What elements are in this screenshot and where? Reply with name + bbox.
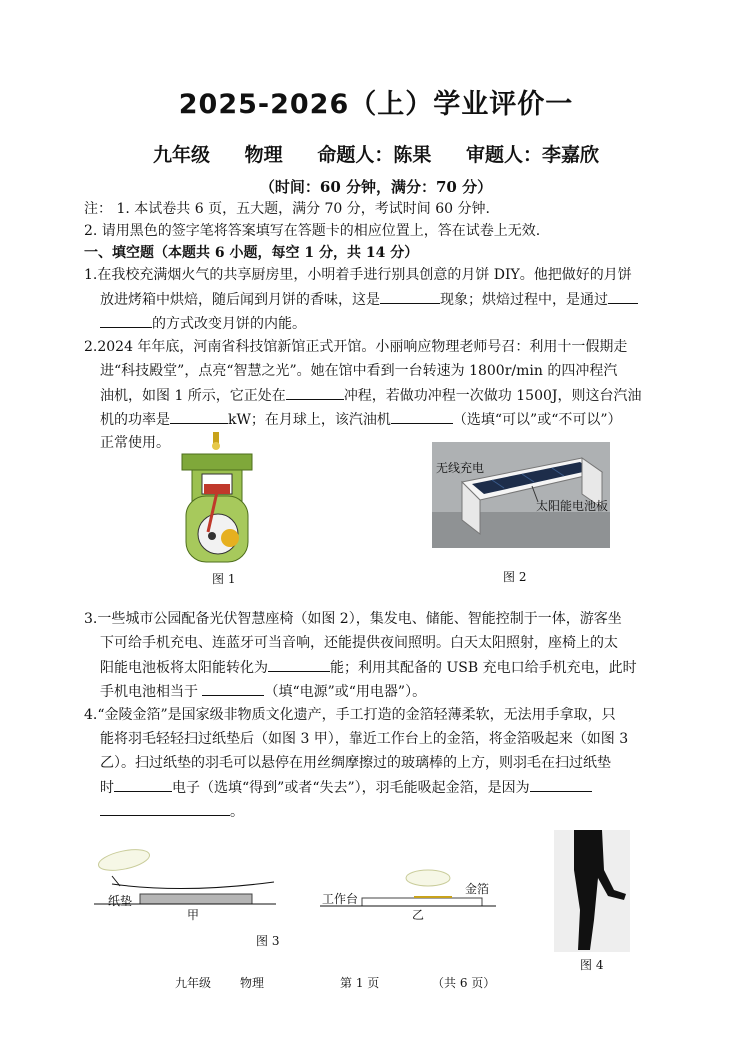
q3-blank-1[interactable]	[268, 656, 330, 672]
q4-blank-1[interactable]	[114, 776, 172, 792]
q1-blank-2a[interactable]	[608, 288, 638, 304]
subject-label: 物理	[244, 144, 283, 166]
section-heading: 一、填空题（本题共 6 小题，每空 1 分，共 14 分）	[84, 245, 419, 261]
q1-blank-2b[interactable]	[100, 312, 152, 328]
engine-figure	[178, 432, 256, 566]
q2-line-1: 2.2024 年年底，河南省科技馆新馆正式开馆。小丽响应物理老师号召：利用十一假期走	[84, 339, 628, 355]
fig4-caption: 图 4	[580, 958, 604, 972]
q4-blank-2a[interactable]	[530, 776, 592, 792]
fig4-figure	[554, 830, 630, 952]
q4-line-4: 时 电子（选填“得到”或者“失去”），羽毛能吸起金箔，是因为	[100, 776, 592, 799]
q3-line-2: 下可给手机充电、连蓝牙可当音响，还能提供夜间照明。白天太阳照射，座椅上的太	[100, 635, 618, 651]
q1-line-1: 1.在我校充满烟火气的共享厨房里，小明着手进行别具创意的月饼 DIY。他把做好的月饼	[84, 267, 632, 283]
q2-line-4: 机的功率是 kW；在月球上，该汽油机 （选填“可以”或“不可以”）	[100, 408, 622, 431]
fig3-caption: 图 3	[256, 934, 280, 948]
time-info: （时间：60 分钟，满分：70 分）	[259, 178, 493, 196]
fig2-wireless-label: 无线充电	[436, 461, 485, 475]
q4-line-1: 4.“金陵金箔”是国家级非物质文化遗产，手工打造的金箔轻薄柔软，无法用手拿取，只	[84, 707, 616, 723]
q3-blank-2[interactable]	[202, 680, 264, 696]
setter-label: 命题人：陈果	[317, 144, 432, 166]
q1-line-3: 的方式改变月饼的内能。	[100, 312, 306, 335]
q2-blank-1[interactable]	[286, 384, 344, 400]
solar-bench-figure	[432, 442, 610, 548]
q4-blank-2b[interactable]	[100, 800, 230, 816]
fig3-bench-label: 工作台	[322, 892, 359, 906]
q2-line-5: 正常使用。	[100, 435, 170, 451]
q3-line-3: 阳能电池板将太阳能转化为 能；利用其配备的 USB 充电口给手机充电，此时	[100, 656, 637, 679]
q2-blank-3[interactable]	[391, 408, 453, 424]
fig3-a-label: 甲	[187, 908, 200, 922]
q3-line-4: 手机电池相当于 （填“电源”或“用电器”）。	[100, 680, 426, 703]
note-2: 2. 请用黑色的签字笔将答案填写在答题卡的相应位置上，答在试卷上无效.	[84, 223, 541, 239]
q3-line-1: 3.一些城市公园配备光伏智慧座椅（如图 2），集发电、储能、智能控制于一体，游客坐	[84, 611, 622, 627]
fig2-panel-label: 太阳能电池板	[536, 499, 609, 513]
q2-line-3: 油机，如图 1 所示，它正处在 冲程，若做功冲程一次做功 1500J，则这台汽油	[100, 384, 642, 407]
q2-blank-2[interactable]	[170, 408, 228, 424]
footer-total: （共 6 页）	[432, 976, 496, 990]
q4-line-2: 能将羽毛轻轻扫过纸垫后（如图 3 甲），靠近工作台上的金箔，将金箔吸起来（如图 3	[100, 731, 629, 747]
footer-grade: 九年级	[175, 976, 212, 990]
note-1: 注： 1. 本试卷共 6 页，五大题，满分 70 分，考试时间 60 分钟.	[84, 201, 490, 217]
exam-subtitle	[0, 140, 752, 167]
page-title: 2025-2026（上）学业评价一	[178, 89, 574, 120]
grade-label: 九年级	[153, 144, 211, 166]
fig1-caption: 图 1	[212, 572, 236, 586]
footer-page: 第 1 页	[340, 976, 380, 990]
reviewer-label: 审题人：李嘉欣	[465, 144, 599, 166]
q1-line-2: 放进烤箱中烘焙，随后闻到月饼的香味，这是 现象；烘焙过程中，是通过	[100, 288, 638, 311]
footer-subject: 物理	[240, 976, 265, 990]
q4-line-5: 。	[100, 800, 244, 823]
q4-line-3: 乙）。扫过纸垫的羽毛可以悬停在用丝绸摩擦过的玻璃棒的上方，则羽毛在扫过纸垫	[100, 755, 611, 771]
fig3-paper-label: 纸垫	[108, 894, 133, 908]
fig3-b-label: 乙	[412, 908, 425, 922]
fig2-caption: 图 2	[503, 570, 527, 584]
fig3-gold-label: 金箔	[465, 882, 490, 896]
q1-blank-1[interactable]	[380, 288, 440, 304]
q2-line-2: 进“科技殿堂”，点亮“智慧之光”。她在馆中看到一台转速为 1800r/min 的四冲程汽	[100, 363, 618, 379]
